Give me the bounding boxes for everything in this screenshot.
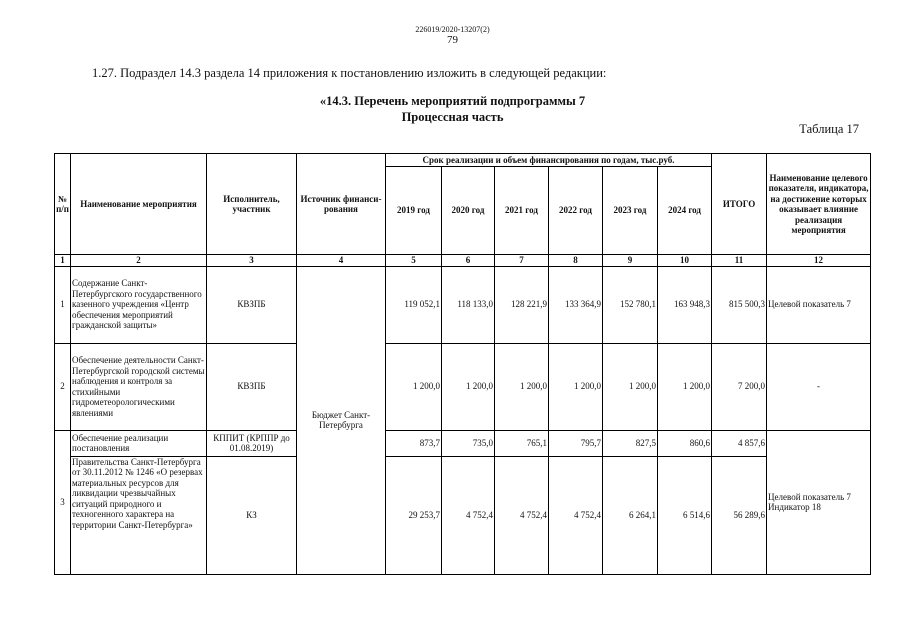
row-number: 2 bbox=[55, 343, 71, 430]
header-period-group: Срок реализации и объем финансирования по годам, тыс.руб. bbox=[386, 154, 712, 167]
executor: КЗ bbox=[207, 456, 297, 574]
table-row bbox=[55, 456, 871, 574]
year-value: 6 264,1 bbox=[603, 456, 658, 574]
year-value: 6 514,6 bbox=[658, 456, 712, 574]
header-indicator: Наименование целевого показателя, индикатора, на достижение которых оказывает влияние реализация мероприятия bbox=[767, 154, 871, 255]
page-number: 79 bbox=[447, 34, 458, 46]
header-year: 2019 год bbox=[386, 167, 442, 255]
measure-name: Содержание Санкт-Петербургского государственного казенного учреждения «Центр обеспечения мероприятий гражданской защиты» bbox=[71, 266, 207, 343]
year-value: 4 752,4 bbox=[442, 456, 495, 574]
year-value: 119 052,1 bbox=[386, 266, 442, 343]
column-number: 5 bbox=[386, 255, 442, 267]
year-value: 4 752,4 bbox=[549, 456, 603, 574]
measures-table bbox=[54, 153, 871, 575]
header-year: 2023 год bbox=[603, 167, 658, 255]
table-row bbox=[55, 430, 871, 456]
year-value: 4 752,4 bbox=[495, 456, 549, 574]
table-row bbox=[55, 343, 871, 430]
total-value: 4 857,6 bbox=[712, 430, 767, 456]
column-number: 4 bbox=[297, 255, 386, 267]
executor: КППИТ (КРППР до 01.08.2019) bbox=[207, 430, 297, 456]
row-number: 3 bbox=[55, 430, 71, 574]
measure-name: Обеспечение деятельности Санкт-Петербургской городской системы наблюдения и контроля за стихийными гидрометеорологическими явлениями bbox=[71, 343, 207, 430]
column-number: 7 bbox=[495, 255, 549, 267]
year-value: 128 221,9 bbox=[495, 266, 549, 343]
year-value: 1 200,0 bbox=[442, 343, 495, 430]
header-num: № п/п bbox=[55, 154, 71, 255]
header-year: 2024 год bbox=[658, 167, 712, 255]
column-number-row bbox=[55, 255, 871, 267]
header-year: 2020 год bbox=[442, 167, 495, 255]
year-value: 1 200,0 bbox=[549, 343, 603, 430]
year-value: 827,5 bbox=[603, 430, 658, 456]
year-value: 1 200,0 bbox=[658, 343, 712, 430]
year-value: 163 948,3 bbox=[658, 266, 712, 343]
table-row bbox=[55, 266, 871, 343]
column-number: 3 bbox=[207, 255, 297, 267]
year-value: 735,0 bbox=[442, 430, 495, 456]
executor: КВЗПБ bbox=[207, 343, 297, 430]
year-value: 795,7 bbox=[549, 430, 603, 456]
column-number: 1 bbox=[55, 255, 71, 267]
indicator: Целевой показатель 7 Индикатор 18 bbox=[767, 430, 871, 574]
section-subtitle: Процессная часть bbox=[401, 110, 504, 124]
section-title: «14.3. Перечень мероприятий подпрограммы 7 bbox=[319, 94, 586, 108]
header-year: 2021 год bbox=[495, 167, 549, 255]
column-number: 10 bbox=[658, 255, 712, 267]
indicator: Целевой показатель 7 bbox=[767, 266, 871, 343]
column-number: 11 bbox=[712, 255, 767, 267]
header-name: Наименование мероприятия bbox=[71, 154, 207, 255]
column-number: 12 bbox=[767, 255, 871, 267]
measure-name: Правительства Санкт-Петербурга от 30.11.2012 № 1246 «О резервах материальных ресурсов для ликвидации чрезвычайных ситуаций природного и техногенного характера на территории Санкт-Петербурга» bbox=[71, 456, 207, 574]
column-number: 6 bbox=[442, 255, 495, 267]
executor: КВЗПБ bbox=[207, 266, 297, 343]
year-value: 873,7 bbox=[386, 430, 442, 456]
funding-source: Бюджет Санкт-Петербурга bbox=[297, 266, 386, 574]
column-number: 8 bbox=[549, 255, 603, 267]
year-value: 860,6 bbox=[658, 430, 712, 456]
total-value: 815 500,3 bbox=[712, 266, 767, 343]
year-value: 1 200,0 bbox=[386, 343, 442, 430]
header-row-top bbox=[55, 154, 871, 167]
total-value: 7 200,0 bbox=[712, 343, 767, 430]
year-value: 1 200,0 bbox=[603, 343, 658, 430]
measure-name: Обеспечение реализации постановления bbox=[71, 430, 207, 456]
year-value: 1 200,0 bbox=[495, 343, 549, 430]
indicator: - bbox=[767, 343, 871, 430]
header-executor: Исполнитель, участник bbox=[207, 154, 297, 255]
total-value: 56 289,6 bbox=[712, 456, 767, 574]
column-number: 2 bbox=[71, 255, 207, 267]
document-id: 226019/2020-13207(2) bbox=[415, 25, 490, 34]
row-number: 1 bbox=[55, 266, 71, 343]
year-value: 152 780,1 bbox=[603, 266, 658, 343]
header-total: ИТОГО bbox=[712, 154, 767, 255]
table-label: Таблица 17 bbox=[799, 122, 859, 136]
header-source: Источник финанси-рования bbox=[297, 154, 386, 255]
year-value: 765,1 bbox=[495, 430, 549, 456]
year-value: 118 133,0 bbox=[442, 266, 495, 343]
column-number: 9 bbox=[603, 255, 658, 267]
intro-paragraph: 1.27. Подраздел 14.3 раздела 14 приложения к постановлению изложить в следующей редакции: bbox=[92, 66, 607, 80]
header-year: 2022 год bbox=[549, 167, 603, 255]
year-value: 29 253,7 bbox=[386, 456, 442, 574]
year-value: 133 364,9 bbox=[549, 266, 603, 343]
